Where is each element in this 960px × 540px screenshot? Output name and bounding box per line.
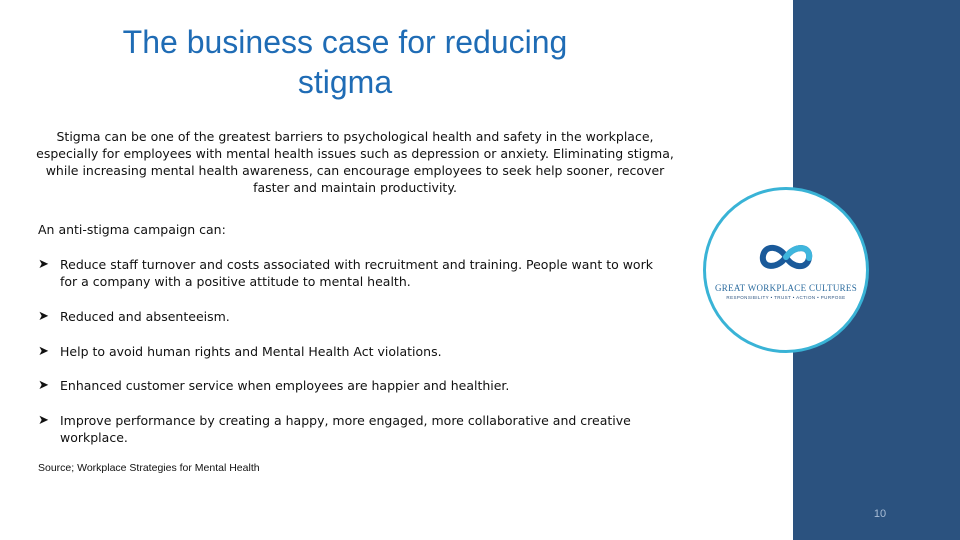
list-item — [38, 343, 658, 360]
list-item-text: Reduce staff turnover and costs associated with recruitment and training. People want to work for a company with a positive attitude to mental health. — [60, 257, 653, 289]
arrowhead-bullet-icon: ➤ — [38, 344, 49, 359]
source-citation: Source; Workplace Strategies for Mental Health — [38, 462, 260, 474]
infinity-logo-icon — [759, 240, 813, 274]
arrowhead-bullet-icon: ➤ — [38, 309, 49, 324]
arrowhead-bullet-icon: ➤ — [38, 257, 49, 272]
logo-tagline: RESPONSIBILITY • TRUST • ACTION • PURPOSE — [726, 295, 846, 300]
list-item — [38, 256, 658, 290]
list-item — [38, 377, 658, 394]
list-heading: An anti-stigma campaign can: — [38, 222, 226, 237]
arrowhead-bullet-icon: ➤ — [38, 413, 49, 428]
list-item-text: Reduced and absenteeism. — [60, 309, 230, 324]
arrowhead-bullet-icon: ➤ — [38, 378, 49, 393]
list-item — [38, 412, 658, 446]
page-number: 10 — [873, 508, 887, 520]
logo-wordmark: GREAT WORKPLACE CULTURES — [714, 283, 858, 293]
list-item — [38, 308, 658, 325]
company-logo — [703, 187, 869, 353]
list-item-text: Enhanced customer service when employees are happier and healthier. — [60, 378, 510, 393]
list-item-text: Help to avoid human rights and Mental Health Act violations. — [60, 344, 442, 359]
page-title: The business case for reducing stigma — [122, 24, 568, 100]
list-item-text: Improve performance by creating a happy, more engaged, more collaborative and creative workplace. — [60, 413, 631, 445]
intro-paragraph: Stigma can be one of the greatest barriers to psychological health and safety in the workplace, especially for employees with mental health issues such as depression or anxiety. Eliminating stigma, while increasing mental health awareness, can encourage employees to seek help sooner, recover faster and maintain productivity. — [36, 129, 674, 195]
